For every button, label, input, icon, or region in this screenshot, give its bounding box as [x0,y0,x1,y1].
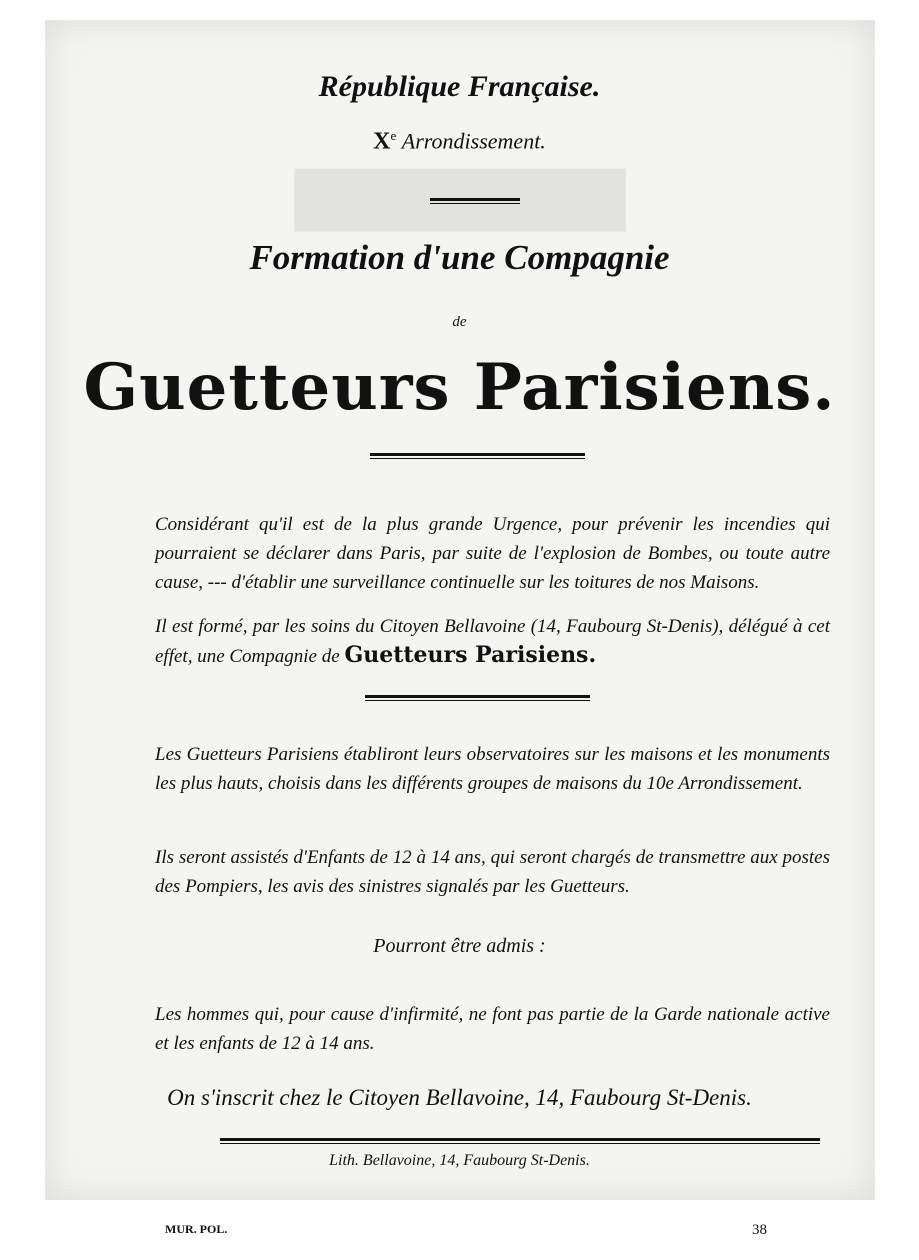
formation-title: Formation d'une Compagnie [249,238,670,277]
republic-heading: République Française. [318,70,601,103]
admis-text: Les hommes qui, pour cause d'infirmité, ne font pas partie de la Garde nationale active et les enfants de 12 à 14 ans. [155,1004,830,1054]
company-name-inline: Guetteurs Parisiens. [344,642,597,668]
paragraph-formation [155,612,830,671]
paragraph-enfants [155,843,830,901]
bottom-divider [220,1138,820,1144]
middle-divider [365,695,590,701]
title-divider [370,453,585,459]
arrondissement-sup: e [390,128,397,143]
company-title: Guetteurs Parisiens. [83,350,836,425]
bleed-through-text: █████████ [294,171,626,228]
paragraph-observatoires [155,740,830,798]
observatoires-text: Les Guetteurs Parisiens établiront leurs observatoires sur les maisons et les monuments les plus hauts, choisis dans les différents groupes de maisons du 10e Arrondissement. [155,744,830,794]
paragraph-admis [155,1000,830,1058]
admis-heading: Pourront être admis : [373,935,546,957]
page-number: 38 [752,1222,767,1238]
arrondissement-number: X [373,128,391,155]
archive-mark: MUR. POL. [165,1222,228,1236]
paragraph-considerant [155,510,830,597]
top-divider [430,198,520,204]
formation-text-mid: (14, Faubourg St-Denis), délégué à cet effet, une Compagnie de [155,616,831,667]
formation-text-start: Il est formé, par les soins du Citoyen [155,616,439,637]
lithographer-line: Lith. Bellavoine, 14, Faubourg St-Denis. [329,1152,590,1169]
considerant-text: Considérant qu'il est de la plus grande Urgence, pour prévenir les incendies qui pourraient se déclarer dans Paris, par suite de l'explosion de Bombes, ou toute autre cause, --- d'établir une surveillance continuelle sur les toitures de nos Maisons. [155,514,830,593]
title-de: de [452,314,467,330]
inscription-line: On s'inscrit chez le Citoyen Bellavoine, 14, Faubourg St-Denis. [167,1085,752,1110]
arrondissement-word: Arrondissement. [401,128,546,154]
enfants-text: Ils seront assistés d'Enfants de 12 à 14 ans, qui seront chargés de transmettre aux postes des Pompiers, les avis des sinistres signalés par les Guetteurs. [155,847,830,897]
arrondissement-heading [0,128,919,155]
citizen-name: Bellavoine [444,616,526,637]
